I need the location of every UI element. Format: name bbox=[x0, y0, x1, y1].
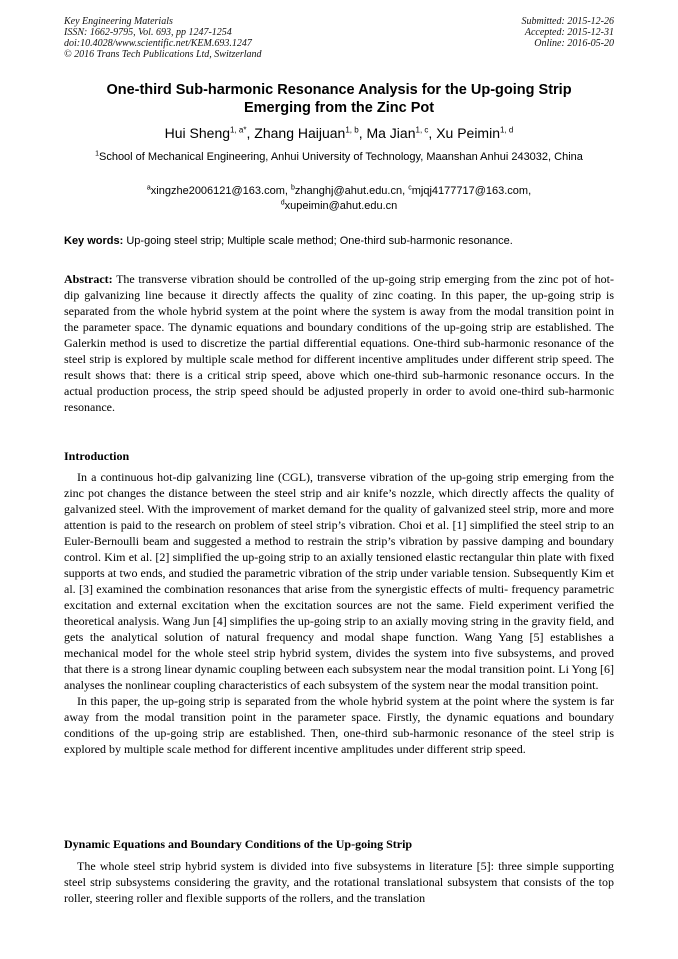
email-link[interactable]: zhanghj@ahut.edu.cn, bbox=[294, 185, 409, 197]
author-name: Xu Peimin bbox=[436, 125, 500, 141]
accepted-date: Accepted: 2015-12-31 bbox=[524, 27, 614, 38]
dynamic-body bbox=[64, 858, 614, 906]
email-link[interactable]: xingzhe2006121@163.com, bbox=[150, 185, 291, 197]
author-name: Ma Jian bbox=[366, 125, 416, 141]
author-affil-sup: 1, d bbox=[500, 125, 514, 135]
author-affil-sup: 1, c bbox=[415, 125, 429, 135]
author-affil-sup: 1, a* bbox=[230, 125, 247, 135]
author-name: Zhang Haijuan bbox=[254, 125, 346, 141]
section-heading-introduction: Introduction bbox=[64, 449, 130, 463]
journal-name: Key Engineering Materials bbox=[64, 16, 173, 27]
online-date: Online: 2016-05-20 bbox=[534, 38, 614, 49]
author-separator: , bbox=[358, 125, 367, 141]
keywords-label: Key words: bbox=[64, 235, 124, 247]
email-sup: c bbox=[408, 184, 412, 192]
author-list bbox=[64, 124, 614, 142]
abstract bbox=[64, 271, 614, 415]
author-affil-sup: 1, b bbox=[345, 125, 359, 135]
paper-title bbox=[64, 81, 614, 117]
abstract-text: The transverse vibration should be controlled of the up-going strip emerging from the zinc pot of hot-dip galvanizing line because it directly affects the quality of zinc coating. In this paper, the up-going strip is separated from the whole hybrid system at the point where the system is away from the modal transition point in the parameter space. The dynamic equations and boundary conditions of the up-going strip are established. The Galerkin method is used to discretize the partial differential equations. One-third sub-harmonic resonance of the steel strip is explored by multiple scale method for different incentive amplitudes under different strip speed. The result shows that: there is a critical strip speed, above which one-third sub-harmonic resonance occurs. In the actual production process, the strip speed should be adjusted properly in order to avoid one-third sub-harmonic resonance. bbox=[64, 272, 614, 414]
introduction-body bbox=[64, 469, 614, 757]
email-link[interactable]: xupeimin@ahut.edu.cn bbox=[284, 200, 398, 212]
header-right bbox=[522, 16, 615, 49]
author-separator: , bbox=[246, 125, 255, 141]
affiliation bbox=[64, 150, 614, 165]
email-sup: a bbox=[146, 184, 151, 192]
author-name: Hui Sheng bbox=[164, 125, 231, 141]
email-link[interactable]: mjqj4177717@163.com, bbox=[411, 185, 532, 197]
copyright-line: © 2016 Trans Tech Publications Ltd, Switzerland bbox=[64, 49, 262, 60]
title-line-2: Emerging from the Zinc Pot bbox=[243, 100, 435, 116]
keywords-text: Up-going steel strip; Multiple scale method; One-third sub-harmonic resonance. bbox=[123, 235, 513, 247]
doi-line: doi:10.4028/www.scientific.net/KEM.693.1247 bbox=[64, 38, 252, 49]
keywords bbox=[64, 234, 614, 249]
affiliation-text: School of Mechanical Engineering, Anhui University of Technology, Maanshan Anhui 243032, China bbox=[98, 151, 583, 163]
intro-paragraph-1: In a continuous hot-dip galvanizing line (CGL), transverse vibration of the up-going strip emerging from the zinc pot changes the distance between the steel strip and air knife’s nozzle, which directly affects the quality of galvanized steel. With the improvement of market demand for the quality of galvanized steel strip, more and more attention is paid to the research on problem of steel strip’s vibration. Choi et al. [1] simplified the steel strip to an Euler-Bernoulli beam and suggested a method to restrain the strip’s vibration by passive damping and boundary control. Kim et al. [2] simplified the up-going strip to an axially tensioned elastic rectangular thin plate with fixed supports at two ends, and studied the parametric vibration of the strip under variable tension. Subsequently Kim et al. [3] examined the combination resonances that arise from the synergistic effects of multi- frequency parametric excitation and external excitation when the excitation sources are not the same. Field experiment verified the theoretical analysis. Wang Jun [4] simplifies the up-going strip to an axially moving string in the gravity field, and gets the analytical solution of natural frequency and modal shape function. Wang Yang [5] establishes a mechanical model for the whole steel strip hybrid system, divides the system into five subsystems, and proved that there is a strong linear dynamic coupling between each subsystem near the modal transition point. Li Yong [6] analyses the nonlinear coupling characteristics of each subsystem of the system near the modal transition point. bbox=[64, 470, 614, 692]
issn-line: ISSN: 1662-9795, Vol. 693, pp 1247-1254 bbox=[64, 27, 232, 38]
email-sup: b bbox=[291, 184, 295, 192]
header-left bbox=[64, 16, 262, 60]
affiliation-sup: 1 bbox=[95, 150, 99, 158]
email-sup: d bbox=[280, 199, 285, 207]
submitted-date: Submitted: 2015-12-26 bbox=[521, 16, 614, 27]
intro-paragraph-2: In this paper, the up-going strip is separated from the whole hybrid system at the point where the system is far away from the modal transition point in the parameter space. Firstly, the dynamic equations and boundary conditions of the up-going strip are established. Then, one-third sub-harmonic resonance of the steel strip is explored by multiple scale method for different incentive amplitudes under different strip speed. bbox=[64, 694, 614, 756]
section-heading-dynamic-equations: Dynamic Equations and Boundary Conditions of the Up-going Strip bbox=[64, 837, 413, 851]
title-line-1: One-third Sub-harmonic Resonance Analysis for the Up-going Strip bbox=[106, 82, 572, 98]
author-separator: , bbox=[428, 125, 437, 141]
email-list bbox=[64, 184, 614, 214]
abstract-label: Abstract: bbox=[64, 272, 113, 286]
dynamic-paragraph-1: The whole steel strip hybrid system is divided into five subsystems in literature [5]: three simple supporting steel strip subsystems considering the gravity, and the rotational translational subsystem that consists of the top roller, steering roller and flexible supports of the rollers, and the translation bbox=[64, 859, 614, 905]
